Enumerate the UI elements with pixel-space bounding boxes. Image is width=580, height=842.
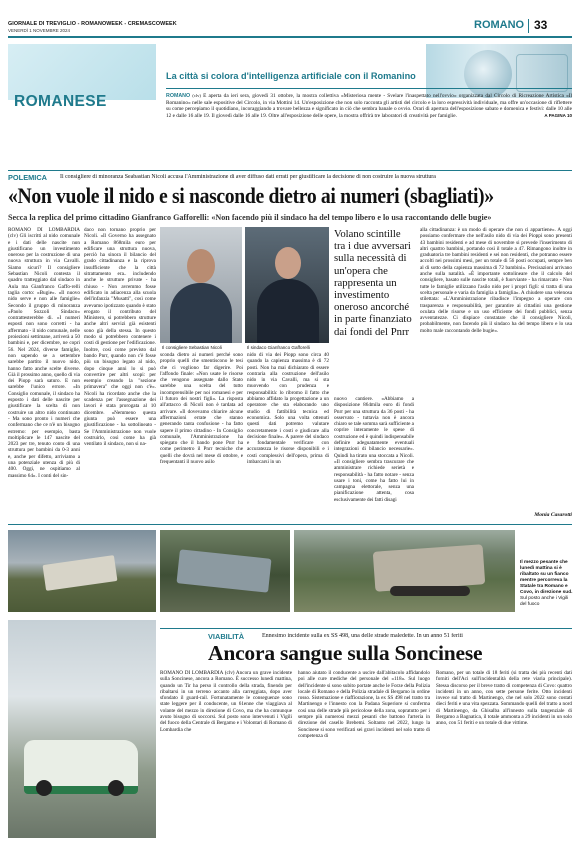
- header-rule: [8, 36, 572, 38]
- brand-label: ROMANESE: [14, 93, 107, 110]
- polemica-column-5: [334, 396, 414, 520]
- polemica-pullquote: Volano scintille tra i due avversari sulla necessità di un'opera che rappresenta un investimento oneroso ancorché in parte finanziato dai fondi del Pnrr: [334, 228, 412, 338]
- viabilita-col1-text: ROMANO DI LOMBARDIA (clv) Ancora un grave incidente sulla Soncinese, ancora a Romano. È successo lunedì mattina, quando un Tir ha perso il controllo della strada, finendo per ribaltarsi in un terreno accanto alla carreggiata, dopo aver sfondato il guard-rail. Fortunatamente le conseguenze sono state leggere per il conducente, un 61enne che viaggiava al volante del mezzo in direzione di Covo, ma che ha comunque avuto bisogno di soccorsi. Sul posto sono intervenuti i Vigili del fuoco della Centrale di Bergamo e i Volontari di Romano di Lombardia che: [160, 670, 292, 733]
- viabilita-column-3: [436, 670, 572, 838]
- photo-body-shape: [170, 283, 232, 343]
- viabilita-col2-text: hanno aiutato il conducente a uscire dall'abitacolo affidandolo poi alle cure mediche del personale del «118». Sul luogo dell'incidente si sono subito portate anche le Forze della Polizia locale di Romano e della Polizia stradale di Bergamo in ordine rosso. Sistemazione e riaffiorazione, la ex SS 498 nel tratto tra Martinengo e l'innesto con la Padana Superiore si conferma così una delle strade più pericolose della zona, sopratutto per i sempre più numerosi mezzi pesanti che battono l'arteria in direzione del casello Brebemi. Soltanto nel 2022, lungo la Soncinese si sono verificati sei gravi incidenti nel solo tratto di competenza di: [298, 670, 430, 739]
- photo-wheels-shape: [390, 586, 470, 596]
- accident-photo-3: [294, 530, 515, 612]
- top-story-body-2: Oltre all'esposizione delle opere, la mostra offrirà tre laboratori di creatività per famiglie.: [268, 112, 457, 119]
- section-name: ROMANO: [474, 19, 525, 31]
- photo-overturned-truck-shape: [373, 544, 486, 592]
- photo-head-shape: [187, 249, 215, 283]
- photo-body-shape-2: [257, 279, 319, 343]
- rescue-photo: [8, 620, 156, 838]
- photo-circuit-shape: [516, 54, 568, 92]
- accident-photo-1: [8, 530, 156, 612]
- top-story-photo: [426, 44, 572, 98]
- polemica-column-2: [84, 227, 156, 520]
- top-story-title: La città si colora d'intelligenza artificiale con il Romanino: [166, 71, 416, 81]
- viabilita-headline: Ancora sangue sulla Soncinese: [208, 641, 483, 665]
- viabilita-kicker-text: Ennesimo incidente sulla ex SS 498, una delle strade maledette. In un anno 51 feriti: [262, 633, 463, 639]
- polemica-col3-text: sconda dietro ai numeri perché sono proprio quelli che smentiscono le tesi che ci vogliono far digerire. Poi l'affondo finale: «Non usate le risorse che vengono assegnate dallo Stato sarebbe una scelta del tutto incomprensibile per noi romanesi e per il futuro dei nostri figli». La risposta all'attacco di Nicoli non è tardata ad arrivare. «Il dovevamo chiarire alcune affermazioni errate che stanno generando tanta confusione - ha fatto sapere il primo cittadino - In Consiglio comunale, l'Amministrazione ha spiegato che il bando pone Pnrr ha come perimetro il Pnrr tecniche che quelli che dovrà nel mese di ottobre, e frequentanti il nuovo asilo: [160, 352, 243, 466]
- top-story-rule: [166, 88, 572, 89]
- masthead: GIORNALE DI TREVIGLIO - ROMANOWEEK - CREMASCOWEEK: [8, 21, 177, 27]
- polemica-column-3: [160, 352, 243, 520]
- nicoli-caption: Il consigliere Sebastian Nicoli: [162, 345, 222, 350]
- top-story-body: È aperta da ieri sera, giovedì 31 ottobre, la mostra collettiva «Misteriosa mente - Svelare l'inaspettato nell'ovvio» organizzata dal Circolo di Ricreazione Artistica «Il Romanino» nelle sale espositive del Circolo, in via Mottini 14. Un'esposizione che non solo racconta gli artisti del circolo e la loro espressività individuale, ma offre un'occasione di riflettere su come percepiamo il quotidiano, incoraggiando a trovare bellezza e significato in ciò che sembra banale o ovvio. Orari di apertura dell'esposizione sabato e domenica e festivi: dalle 10 alle 12 e dalle 16 alle 19. Il giovedì dalle 16 alle 19.: [166, 93, 572, 119]
- polemica-col1-text: ROMANO DI LOMBARDIA (clv) Gli iscritti al nido comunale e i dati delle nascite non giustificano un investimento oneroso per la costruzione di una nuova struttura in via Cavalli. Siamo sicuri? Il consigliere Sebastian Nicoli contesta il quadro tratteggiato dal sindaco in Aula ma Gianfranco Gaffo-relli taglia corto: «Bugie». «Il nuovo nido serve e non alle famiglie» Secondo il gruppo di minoranza «Paolo Sozzoli Sindaco» contrattesterebbe di. «I numeri esposti non sono corretti - ha affermato - il nido comunale, nelle proiezioni settimane, arriverà a 50 bambini e, per dicembre, ne copri 56. Nel 2024, diverse famiglie, non sapendo se a settembre sarebbe partito il nuovo nido, hanno fatto anche scelte diverse. Già il prossimo anno, quello di via dei Piopp sarà saturo. E non sarebbe l'unico errore. «In Consiglio comunale, il sindaco ha esposto i dati delle nascite per giustificare la scelta di non costruire un altro nido continuato - Ma sono pronto i numeri che confermano che ce n'è un bisogno estremo: per esempio, basta moltiplicare le 147 nascite del 2023 per tre, tenuto conto di una struttura per bambini da 0-3 anni e, anche per difetto, arriviamo a una potenziale utenza di più di 400. Oggi, ne ospitiamo al massimo 64». I conti del sin-: [8, 227, 80, 479]
- top-story-author: (clv): [192, 93, 201, 98]
- polemica-col4-text: nido di via dei Piopp sono circa 40 quando la capienza massima è di 72 posti. Non ha mai dichiarato di essere contraria alla costruzione dell'asilo nido in via Cavalli, ma si sta muovendo con prudenza e responsabilità: lo ribromo il fatto che abbiamo affidato la progettazione a un operatore che sta elaborando uno studio di fattibilità tecnica ed economica. Solo una volta ottenuti questi dati potremo valutare concretamente i costi e giudicare alla decisione finale». A parere del sindaco e fondamentale verificare con accuratezza le risorse disponibili e i costi complessivi dell'opera, prima di imbarcarsi in un: [247, 352, 329, 466]
- photo-wreck-shape: [176, 549, 271, 592]
- photo-row-top-rule: [8, 524, 572, 525]
- viabilita-top-rule: [160, 628, 572, 629]
- photo-truck-shape: [43, 555, 118, 591]
- polemica-signature: Monia Casarotti: [534, 512, 572, 518]
- photo-head-shape-2: [275, 247, 301, 279]
- gaffurelli-photo: [245, 227, 329, 343]
- brand-box: [8, 44, 156, 100]
- polemica-col2-text: daco non tornano proprio per Nicoli. «Il Governo ha assegnato a Romano 868mila euro per edificare una struttura nuova, perciò ha sinora il bilancio del grado cittadinanza e la riprova insufficiente che la città sitrattamento era.. includendo anche le strutture private - ha chiuso - Non avremmo fosse edificato in adiacenza alla scuola dell'infanzia "Musatti", così come avevamo ipotizzato quando è stato erogato il contributo del Ministero, si potrebbero strutture anche altri servizi già esistenti sono già della stessa. In questo modo si potrebbero contenere i costi di gestione per l'edificazione. Inoltre, così come previsto dal bando Pnrr, quando non c'è fosse più un bisogno legato al nido, dopo cinque anni lo si può convertire per altri scopi: per esempio creando la "sezione primavera" che oggi non c'è». Nicoli ha ricordato anche che la scadenza per l'assegnazione dei lavori è stata prorogata al 10 dicembre. «Nemmeno questa giunta può essere una giustificazione - ha sottolineato - Se l'Amministrazione non vuole costruirlo, così come ha già ventilato il sindaco, non si na-: [84, 227, 156, 448]
- photo-wheel-shape-2: [108, 780, 124, 796]
- polemica-col6-text: alla cittadinanza: è un modo di operare che non ci appartiene». A oggi possiamo confermare che nell'asilo nido di via dei Pioppi sono presenti 43 bambini residenti e ad mese di novembre si prevede l'inserimento di altri quattro bambini, portando così il totale a 47. Rimangono inoltre in graduatoria tre bambini residenti e sei non residenti, che potranno essere accolti nei prossimi mesi, per un totale di 56 posti occupati, sempre ben al di sotto della capienza massima di 72 bambini». Precisazioni arrivano anche sulla natalità. «È importante sottolineare che il calcolo del consigliere, basato sulle nascite totali, è fuorviante - ha rimarcato - Non tutte le famiglie utilizzano l'asilo nido per i propri figli: si tratta di una scelta personale e varia da famiglia a famiglia». A chiudere una velenosa stilettata: «L'Amministrazione ribadisce l'impegno a operare con trasparenza e responsabilità, per garantire ai cittadini una gestione oculata delle risorse e un uso efficiente dei fondi pubblici, senza avventatezze. Ci dispiace constatare che il consigliere Nicoli, probabilmente, non facendo più il sindaco ha del tempo libero e lo usa molto male raccontando delle bugie».: [420, 227, 572, 334]
- polemica-top-rule: [8, 170, 572, 171]
- viabilita-column-1: [160, 670, 292, 838]
- nicoli-photo: [160, 227, 242, 343]
- photo-caption-title: Il mezzo pesante che lunedì mattina si è ribaltato su un fianco mentre percorreva la Statale tra Romano e Covo, in direzione sud.: [520, 560, 573, 595]
- photo-caption: [520, 560, 574, 608]
- photo-caption-text: Sul posto anche i Vigili del fuoco: [520, 596, 569, 607]
- header-divider-vertical: [528, 19, 529, 33]
- top-story-dateline: ROMANO: [166, 93, 191, 99]
- polemica-column-1: [8, 227, 80, 520]
- photo-figure-shape: [464, 50, 512, 98]
- viabilita-col3-text: Romano, per un totale di 18 feriti (si tratta dei più recenti dati forniti dell'Aci sull'incidentalità della rete viaria principale). Stessa discorso per il breve tratto di competenza di Covo: quattro incidenti in un anno, con sette persone ferite. Otto incidenti invece sul tratto di Martinengo, che nel solo 2022 sono costati dieci feriti e una vita spezzata. Sommando quelli del tratto a nord di Martinengo, da Ghisalba all'innesto sulla tangenziale di Bergamo a Bagnatica, il totale ammonta a 29 incidenti in un solo anno, con 51 feriti e un totale di due vittime.: [436, 670, 572, 727]
- polemica-col5-text: nuovo cantiere. «Abbiamo a disposizione 864mila euro di fondi Pnrr per una struttura da 36 posti - ha osservato - tuttavia non è ancora chiaro se tale somma sarà sufficiente a coprire interamente le spese di costruzione ed è quindi indispensabile definire adeguatamente eventuali integrazioni di bilancio necessarie». Quindi ha tirato una stoccata a Nicoli. «Il consigliere sembra trascurare che amministrare richiede serietà e responsabilità - ha fatto notare - senza usare i toni, come ha fatto lui in campagna elettorale, senza una pianificazione attenta, cosa esclusivamente dei fatti disagi: [334, 396, 414, 503]
- top-story-continued: A PAGINA 10: [544, 112, 572, 118]
- viabilita-kicker: VIABILITÀ: [208, 632, 245, 641]
- polemica-column-6: [420, 227, 572, 510]
- gaffurelli-caption: Il sindaco Gianfranco Gafforelli: [247, 345, 310, 350]
- accident-photo-2: [160, 530, 290, 612]
- page-number: 33: [534, 18, 548, 32]
- polemica-column-4: [247, 352, 329, 520]
- polemica-kicker-text: Il consigliere di minoranza Seabastian Nicoli accusa l'Amministrazione di aver diffuso dati errati per giustificare la decisione di non costruire la nuova struttura: [60, 174, 436, 180]
- polemica-headline: «Non vuole il nido e si nasconde dietro ai numeri (sbagliati)»: [8, 183, 494, 208]
- issue-date: VENERDÌ 1 NOVEMBRE 2024: [8, 28, 71, 33]
- photo-wheel-shape-1: [36, 780, 52, 796]
- viabilita-column-2: [298, 670, 430, 838]
- polemica-kicker: POLEMICA: [8, 173, 48, 182]
- top-story-text: [166, 93, 572, 119]
- polemica-subhead: Secca la replica del primo cittadino Gianfranco Gafforelli: «Non facendo più il sindaco ha del tempo libero e lo usa raccontando delle bugie»: [8, 213, 492, 222]
